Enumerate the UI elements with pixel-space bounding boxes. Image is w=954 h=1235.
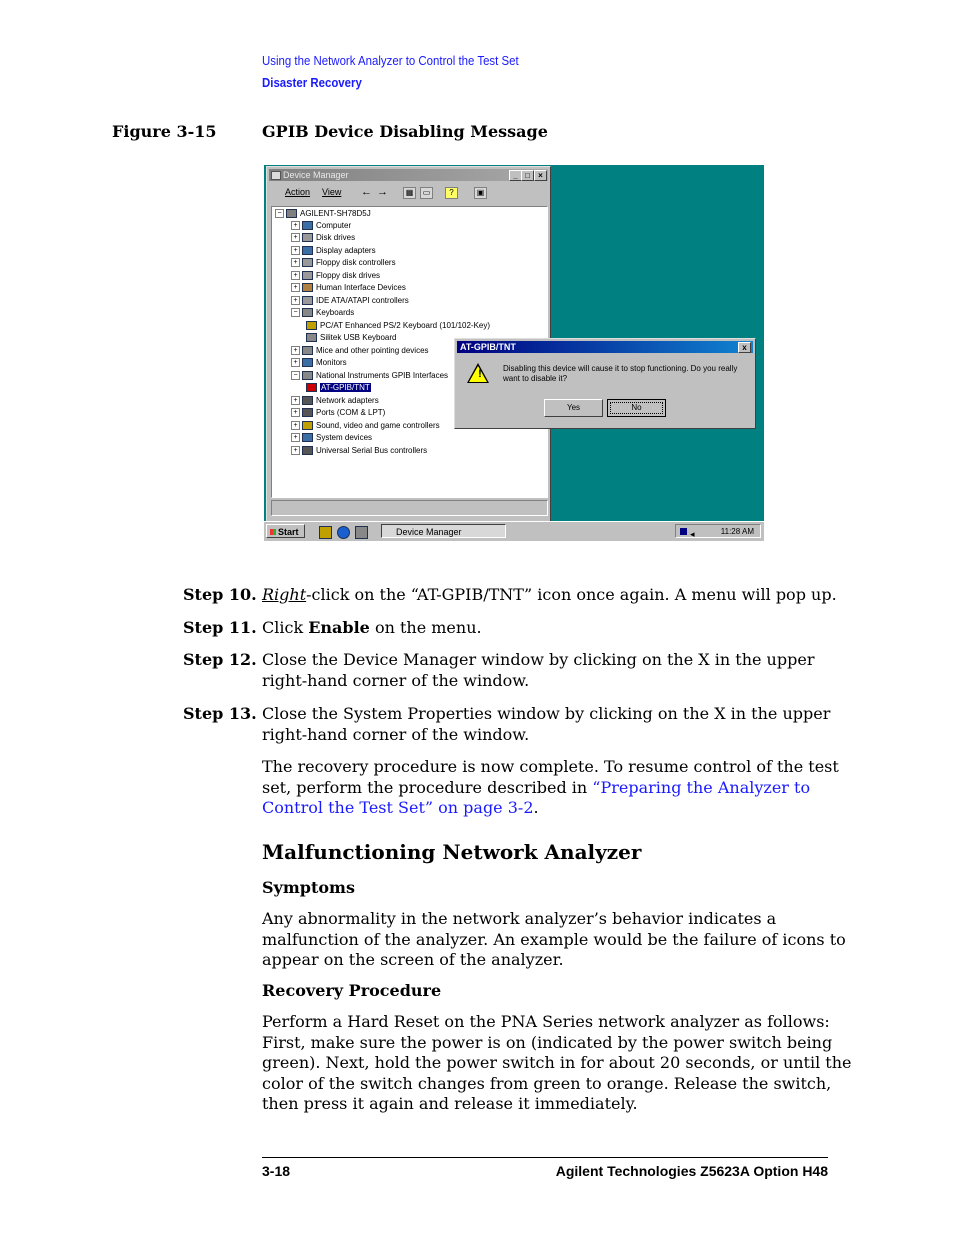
footer-rule bbox=[262, 1157, 828, 1158]
menu-view[interactable]: View bbox=[322, 187, 342, 197]
properties-icon[interactable]: ▦ bbox=[403, 187, 416, 199]
figure-screenshot bbox=[264, 165, 764, 541]
warning-exclamation-icon: ! bbox=[478, 368, 482, 380]
step-emphasis: Right bbox=[262, 585, 307, 604]
step-text: Right-click on the “AT-GPIB/TNT” icon once again. A menu will pop up. bbox=[262, 585, 837, 604]
volume-icon[interactable]: ◂ bbox=[690, 529, 695, 539]
system-tray bbox=[675, 524, 761, 538]
tree-item[interactable]: + Network adapters bbox=[291, 396, 379, 406]
tree-item[interactable]: + Sound, video and game controllers bbox=[291, 421, 440, 431]
computer-icon bbox=[271, 171, 281, 180]
computer-icon[interactable]: ▭ bbox=[420, 187, 433, 199]
close-icon[interactable]: × bbox=[534, 170, 547, 181]
scan-icon[interactable]: ▣ bbox=[474, 187, 487, 199]
tray-icon[interactable] bbox=[680, 528, 687, 535]
clock: 11:28 AM bbox=[720, 527, 754, 536]
tree-item[interactable]: − Keyboards bbox=[291, 308, 354, 318]
window-title: Device Manager bbox=[283, 170, 349, 180]
tree-item-at-gpib-tnt[interactable]: AT-GPIB/TNT bbox=[306, 383, 371, 393]
desktop-icon[interactable] bbox=[319, 526, 332, 539]
tree-item[interactable]: − National Instruments GPIB Interfaces bbox=[291, 371, 448, 381]
footer-product: Agilent Technologies Z5623A Option H48 bbox=[555, 1163, 828, 1179]
step-text: Close the Device Manager window by clicking on the X in the upper right-hand corner of the window. bbox=[262, 650, 815, 690]
enable-menu-term: Enable bbox=[308, 618, 370, 637]
dialog-title: AT-GPIB/TNT bbox=[460, 342, 516, 352]
symptoms-paragraph: Any abnormality in the network analyzer’s behavior indicates a malfunction of the analyzer. An example would be the failure of icons to appear on the screen of the analyzer. bbox=[262, 909, 846, 969]
step-text: Close the System Properties window by clicking on the X in the upper right-hand corner of the window. bbox=[262, 704, 831, 744]
tree-item[interactable]: + Disk drives bbox=[291, 233, 355, 243]
page-number: 3-18 bbox=[262, 1163, 291, 1179]
tree-item[interactable]: + Universal Serial Bus controllers bbox=[291, 446, 427, 456]
maximize-icon[interactable]: □ bbox=[521, 170, 534, 181]
recovery-complete-paragraph: The recovery procedure is now complete. To resume control of the test set, perform the procedure described in “Preparing the Analyzer to Control the Test Set” on page 3-2. bbox=[262, 757, 839, 817]
figure-title: GPIB Device Disabling Message bbox=[262, 122, 548, 141]
tree-item[interactable]: + System devices bbox=[291, 433, 372, 443]
taskbar bbox=[264, 521, 764, 541]
cross-reference-link[interactable]: Control the Test Set” on page 3-2 bbox=[262, 798, 534, 817]
start-button[interactable]: Start bbox=[266, 524, 305, 538]
no-button[interactable]: No bbox=[607, 399, 666, 417]
window-titlebar bbox=[269, 169, 548, 181]
taskbar-item-device-manager[interactable]: Device Manager bbox=[381, 524, 506, 538]
subheading-symptoms: Symptoms bbox=[262, 878, 355, 897]
windows-logo-icon bbox=[270, 529, 276, 535]
forward-arrow-icon[interactable]: → bbox=[377, 186, 388, 198]
tree-item[interactable]: + Floppy disk drives bbox=[291, 271, 380, 281]
yes-button[interactable]: Yes bbox=[544, 399, 603, 417]
tree-item[interactable]: + Floppy disk controllers bbox=[291, 258, 396, 268]
tree-item[interactable]: + Mice and other pointing devices bbox=[291, 346, 429, 356]
menu-action[interactable]: Action bbox=[285, 187, 311, 197]
step-label: Step 10. bbox=[183, 585, 257, 604]
step-label: Step 11. bbox=[183, 618, 257, 637]
tree-item[interactable]: + Human Interface Devices bbox=[291, 283, 406, 293]
tree-item[interactable]: Silitek USB Keyboard bbox=[306, 333, 396, 343]
dialog-message: Disabling this device will cause it to stop functioning. Do you really want to disable it? bbox=[503, 364, 738, 383]
tree-item[interactable]: + Monitors bbox=[291, 358, 347, 368]
section-heading: Malfunctioning Network Analyzer bbox=[262, 840, 642, 864]
tree-root[interactable]: − AGILENT-SH78D5J bbox=[275, 209, 371, 219]
procedure-paragraph: Perform a Hard Reset on the PNA Series network analyzer as follows: First, make sure the power is on (indicated by the power switch being green). Next, hold the power switch in for about 20 seconds, or until the color of the switch changes from green to orange. Release the switch, then press it again and release it immediately. bbox=[262, 1012, 852, 1113]
minimize-icon[interactable]: _ bbox=[509, 170, 522, 181]
internet-explorer-icon[interactable] bbox=[337, 526, 350, 539]
tree-item[interactable]: + Display adapters bbox=[291, 246, 376, 256]
help-icon[interactable]: ? bbox=[445, 187, 458, 199]
tree-item[interactable]: + IDE ATA/ATAPI controllers bbox=[291, 296, 409, 306]
step-label: Step 13. bbox=[183, 704, 257, 723]
tree-item[interactable]: PC/AT Enhanced PS/2 Keyboard (101/102-Key) bbox=[306, 321, 490, 331]
confirm-disable-dialog bbox=[454, 338, 756, 429]
step-text: Click Enable on the menu. bbox=[262, 618, 482, 637]
running-header-section: Disaster Recovery bbox=[262, 75, 362, 90]
cross-reference-link[interactable]: “Preparing the Analyzer to bbox=[592, 777, 811, 797]
dialog-titlebar bbox=[457, 341, 753, 353]
step-label: Step 12. bbox=[183, 650, 257, 669]
figure-number: Figure 3-15 bbox=[112, 122, 217, 141]
status-bar bbox=[271, 500, 548, 516]
tree-item[interactable]: + Computer bbox=[291, 221, 351, 231]
running-header-chapter: Using the Network Analyzer to Control the Test Set bbox=[262, 53, 519, 68]
dialog-close-icon[interactable]: x bbox=[738, 342, 751, 353]
subheading-recovery-procedure: Recovery Procedure bbox=[262, 981, 442, 1000]
channels-icon[interactable] bbox=[355, 526, 368, 539]
back-arrow-icon[interactable]: ← bbox=[361, 186, 372, 198]
tree-item[interactable]: + Ports (COM & LPT) bbox=[291, 408, 385, 418]
